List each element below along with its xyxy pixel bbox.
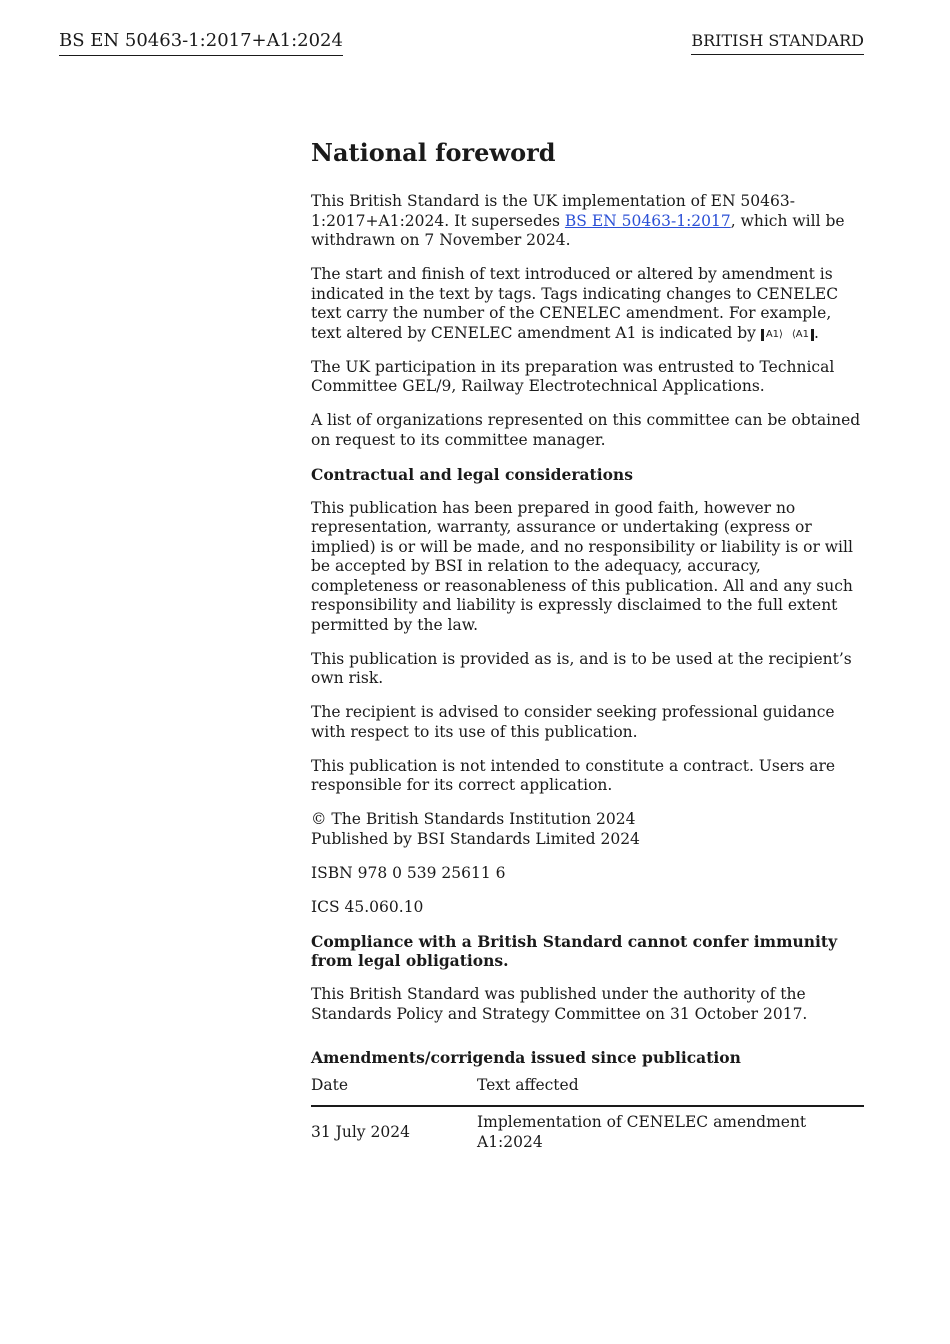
date-column-header: Date [311,1076,477,1107]
table-header-row [311,1076,864,1107]
compliance-statement: Compliance with a British Standard cannot confer immunity from legal obligations. [311,931,838,970]
amendment-tags-paragraph [311,265,866,343]
withdrawal-text: , which will be withdrawn on 7 November 2024. [311,211,845,249]
disclaimer-paragraph: This publication has been prepared in good faith, however no representation, warranty, assurance or undertaking (express or implied) is or will be made, and no responsibility or liability is or will be accepted by BSI in relation to the adequacy, accuracy, completeness or reasonableness of this publication. All and any such responsibility and liability is expressly disclaimed to the full extent permitted by the law. [311,498,853,634]
copyright-line: © The British Standards Institution 2024 [311,810,636,828]
copyright-block [311,810,866,849]
amendment-tags-text: The start and finish of text introduced or altered by amendment is indicated in the text by tags. Tags indicating changes to CENELEC text carry the number of the CENELEC amendment. For example, text altered by CENELEC amendment A1 is indicated by [311,265,839,342]
authority-paragraph: This British Standard was published under the authority of the Standards Policy and Strategy Committee on 31 October 2017. [311,985,808,1023]
isbn: ISBN 978 0 539 25611 6 [311,863,506,882]
ics-code: ICS 45.060.10 [311,897,424,916]
amendments-heading: Amendments/corrigenda issued since publication [311,1048,741,1067]
implementation-text: This British Standard is the UK implementation of EN 50463-1:2017+A1:2024. It supersedes [311,192,795,230]
guidance-paragraph: The recipient is advised to consider seeking professional guidance with respect to its use of this publication. [311,703,835,741]
table-row [311,1106,864,1152]
superseded-standard-link[interactable]: BS EN 50463-1:2017 [564,211,731,230]
amendment-start-tag-label: A1 [765,328,780,340]
amendment-tags-end: . [813,323,819,342]
publisher-line: Published by BSI Standards Limited 2024 [311,829,640,848]
document-reference: BS EN 50463-1:2017+A1:2024 [59,30,343,56]
page-title: National foreword [311,138,556,167]
amendment-text-affected: Implementation of CENELEC amendment A1:2024 [477,1113,807,1151]
contractual-heading: Contractual and legal considerations [311,464,633,484]
contract-paragraph: This publication is not intended to constitute a contract. Users are responsible for its correct application. [311,756,836,794]
amendment-end-tag-icon: ⟨A1 [790,329,814,341]
amendment-start-tag-icon: A1⟩ [761,329,785,341]
risk-paragraph: This publication is provided as is, and is to be used at the recipient’s own risk. [311,649,852,687]
committee-paragraph: The UK participation in its preparation was entrusted to Technical Committee GEL/9, Railway Electrotechnical Applications. [311,357,835,395]
text-affected-column-header: Text affected [477,1076,864,1107]
standard-series-label: BRITISH STANDARD [691,31,864,55]
organizations-paragraph: A list of organizations represented on this committee can be obtained on request to its committee manager. [311,411,861,449]
implementation-paragraph [311,192,866,251]
amendment-date: 31 July 2024 [311,1122,410,1141]
main-content [311,138,866,1152]
amendment-end-tag-label: A1 [795,328,809,340]
amendments-table [311,1076,864,1153]
